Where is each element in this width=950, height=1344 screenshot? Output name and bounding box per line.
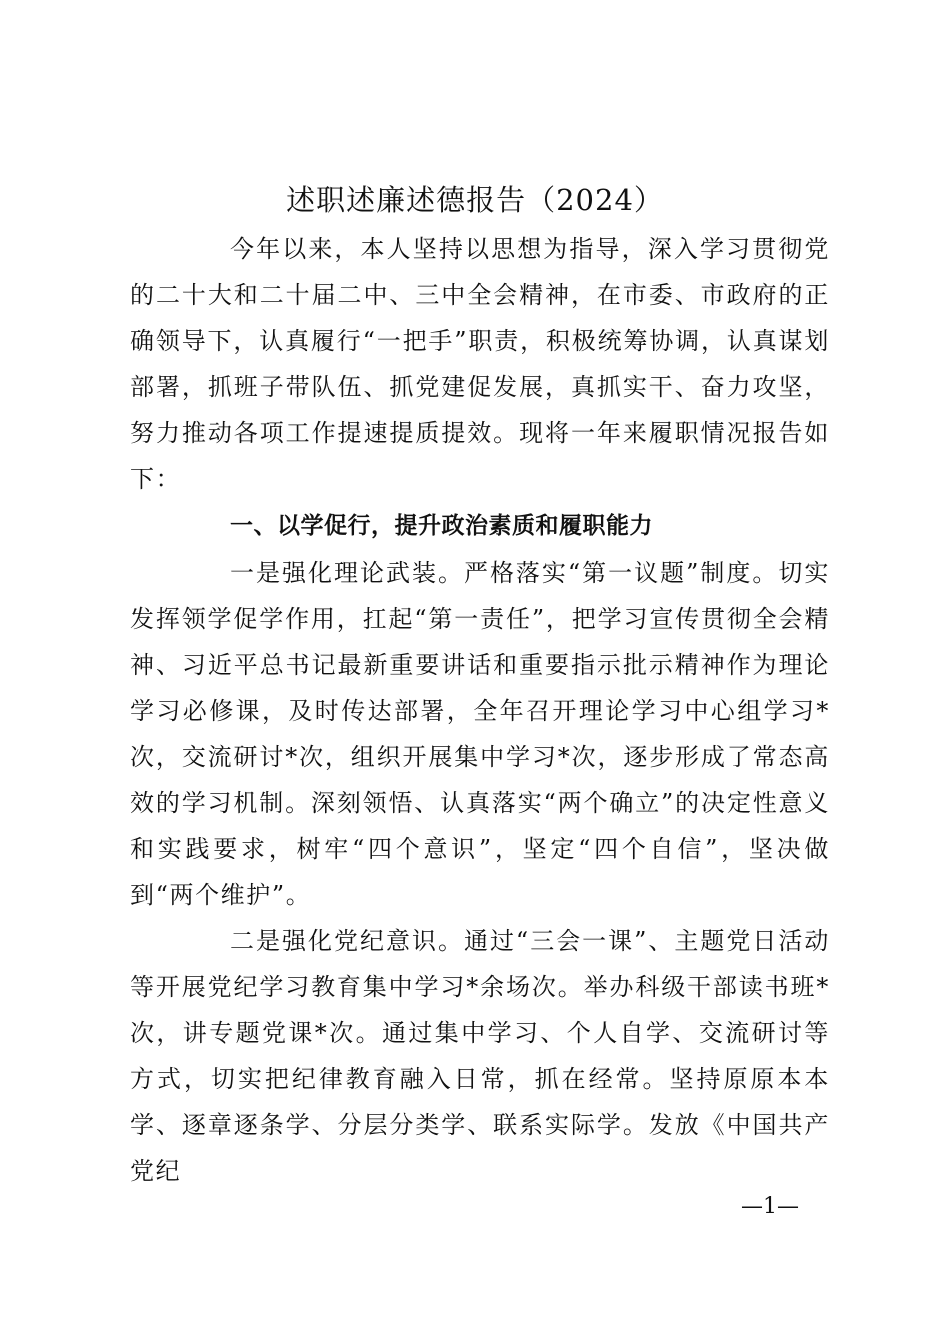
section-heading: 一、以学促行，提升政治素质和履职能力 bbox=[230, 513, 653, 539]
document-title: 述职述廉述德报告（2024） bbox=[286, 183, 664, 217]
intro-paragraph: 今年以来，本人坚持以思想为指导，深入学习贯彻党的二十大和二十届二中、三中全会精神，在市委、市政府的正确领导下，认真履行“一把手”职责，积极统筹协调，认真谋划部署，抓班子带队伍、抓党建促发展，真抓实干、奋力攻坚，努力推动各项工作提速提质提效。现将一年来履职情况报告如下： bbox=[130, 235, 830, 493]
body-paragraph-discipline: 二是强化党纪意识。通过“三会一课”、主题党日活动等开展党纪学习教育集中学习*余场次。举办科级干部读书班*次，讲专题党课*次。通过集中学习、个人自学、交流研讨等方式，切实把纪律教育融入日常，抓在经常。坚持原原本本学、逐章逐条学、分层分类学、联系实际学。发放《中国共产党纪 bbox=[130, 927, 830, 1185]
page-number: —1— bbox=[741, 1194, 799, 1219]
body-paragraph-theory: 一是强化理论武装。严格落实“第一议题”制度。切实发挥领学促学作用，扛起“第一责任”，把学习宣传贯彻全会精神、习近平总书记最新重要讲话和重要指示批示精神作为理论学习必修课，及时传达部署，全年召开理论学习中心组学习*次，交流研讨*次，组织开展集中学习*次，逐步形成了常态高效的学习机制。深刻领悟、认真落实“两个确立”的决定性意义和实践要求，树牢“四个意识”，坚定“四个自信”，坚决做到“两个维护”。 bbox=[130, 559, 830, 909]
